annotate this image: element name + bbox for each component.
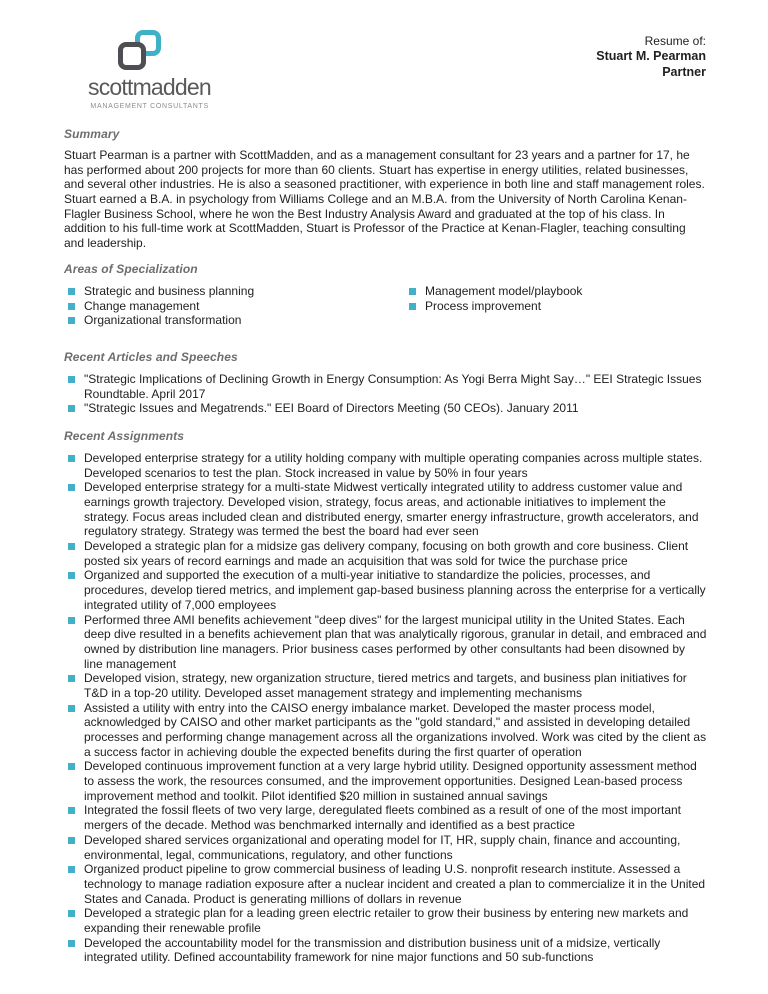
logo-tagline: MANAGEMENT CONSULTANTS — [90, 103, 209, 110]
list-item-text: Strategic and business planning — [84, 283, 255, 298]
bullet-square-icon — [68, 910, 75, 917]
bullet-square-icon — [68, 543, 75, 550]
list-item — [64, 372, 707, 401]
bullet-square-icon — [68, 317, 75, 324]
logo-gray-square-icon — [118, 42, 146, 70]
list-item-text: Developed continuous improvement function at a very large hybrid utility. Designed opportunity assessment method to assess the work, the resources consumed, and the improvement opportunities. Designed Lean-based process improvement method and toolkit. Pilot identified $20 million in sustained annual savings — [84, 759, 697, 803]
list-item — [64, 568, 707, 612]
bullet-square-icon — [68, 376, 75, 383]
scottmadden-logo — [88, 30, 211, 110]
bullet-square-icon — [68, 405, 75, 412]
list-item-text: "Strategic Implications of Declining Growth in Energy Consumption: As Yogi Berra Might Say…" EEI Strategic Issues Roundtable. April 2017 — [84, 371, 702, 401]
resume-of-label: Resume of: — [644, 34, 706, 48]
bullet-square-icon — [68, 837, 75, 844]
bullet-square-icon — [68, 303, 75, 310]
list-item-text: Integrated the fossil fleets of two very large, deregulated fleets combined as a result of one of the most important mergers of the decade. Method was benchmarked internally and identified as a best practice — [84, 803, 681, 833]
bullet-square-icon — [409, 288, 416, 295]
specialization-columns — [64, 284, 707, 328]
articles-list — [64, 372, 707, 416]
list-item — [64, 480, 707, 539]
bullet-square-icon — [68, 940, 75, 947]
bullet-square-icon — [68, 288, 75, 295]
bullet-square-icon — [68, 705, 75, 712]
summary-heading: Summary — [64, 127, 120, 141]
list-item-text: Developed a strategic plan for a leading green electric retailer to grow their business by entering new markets and expanding their renewable profile — [84, 906, 689, 935]
page-content — [0, 127, 768, 965]
logo-brand-text: scottmadden — [88, 74, 211, 100]
list-item — [64, 936, 707, 965]
page-header — [0, 0, 768, 110]
bullet-square-icon — [409, 303, 416, 310]
list-item — [405, 284, 707, 299]
list-item-text: Organized and supported the execution of a multi-year initiative to standardize the policies, processes, and procedures, develop tiered metrics, and implement gap-based business planning across the enterprise for a vertically integrated utility of 7,000 employees — [84, 568, 706, 612]
scottmadden-logo-icon — [118, 30, 178, 74]
list-item — [64, 906, 707, 935]
list-item — [64, 401, 707, 416]
list-item-text: Change management — [84, 298, 200, 313]
resume-of-block — [596, 30, 706, 80]
list-item-text: Developed enterprise strategy for a multi-state Midwest vertically integrated utility to address customer value and earnings growth trajectory. Developed vision, strategy, focus areas, and actionable initiatives to implement the strategy. Focus areas included clean and distributed energy, smarter energy infrastructure, growth accelerators, and regulatory strategy. Strategy was termed the best the board had ever seen — [84, 480, 699, 539]
person-name: Stuart M. Pearman — [596, 49, 706, 63]
bullet-square-icon — [68, 866, 75, 873]
list-item-text: Developed shared services organizational and operating model for IT, HR, supply chain, finance and accounting, environmental, legal, communications, regulatory, and other functions — [84, 832, 681, 862]
bullet-square-icon — [68, 617, 75, 624]
list-item — [64, 759, 707, 803]
assignments-heading: Recent Assignments — [64, 428, 185, 443]
list-item — [405, 299, 707, 314]
list-item-text: Process improvement — [425, 298, 542, 313]
list-item — [64, 313, 405, 328]
assignments-list — [64, 451, 707, 965]
list-item-text: Management model/playbook — [425, 283, 583, 298]
bullet-square-icon — [68, 763, 75, 770]
list-item-text: Assisted a utility with entry into the CAISO energy imbalance market. Developed the master process model, acknowledged by CAISO and other market participants as the "gold standard," and assisted in developing detailed processes and performing change management across all the organizations involved. Work was cited by the client as a success factor in achieving double the expected benefits during the first quarter of operation — [84, 700, 707, 759]
list-item — [64, 451, 707, 480]
summary-paragraph: Stuart Pearman is a partner with ScottMadden, and as a management consultant for 23 years and a partner for 17, he has performed about 200 projects for more than 60 clients. Stuart has expertise in energy utilities, related businesses, and several other industries. He is also a seasoned practitioner, with experience in both line and staff management roles. Stuart earned a B.A. in psychology from Williams College and an M.B.A. from the University of North Carolina Kenan-Flagler Business School, where he won the Best Industry Analysis Award and graduated at the top of his class. In addition to his full-time work at ScottMadden, Stuart is Professor of the Practice at Kenan-Flagler, teaching consulting and leadership. — [64, 148, 705, 251]
specialization-right-list — [405, 284, 707, 328]
list-item-text: Organized product pipeline to grow commercial business of leading U.S. nonprofit research institute. Assessed a technology to manage radiation exposure after a nuclear incident and created a plan to commercialize it in the United States and Canada. Product is generating millions of dollars in revenue — [84, 862, 706, 906]
bullet-square-icon — [68, 572, 75, 579]
bullet-square-icon — [68, 675, 75, 682]
list-item-text: Performed three AMI benefits achievement "deep dives" for the largest municipal utility in the United States. Each deep dive resulted in a benefits achievement plan that was analytically rigorous, granular in detail, and embraced and owned by distribution line managers. Prior business cases performed by other consultants had been disowned by line management — [84, 612, 707, 671]
specialization-left-list — [64, 284, 405, 328]
list-item — [64, 833, 707, 862]
list-item — [64, 613, 707, 672]
bullet-square-icon — [68, 455, 75, 462]
list-item-text: Developed a strategic plan for a midsize gas delivery company, focusing on both growth and core business. Client posted six years of record earnings and made an acquisition that was sold for twice the purchase price — [84, 539, 689, 568]
bullet-square-icon — [68, 807, 75, 814]
person-title: Partner — [662, 64, 706, 79]
list-item — [64, 299, 405, 314]
specialization-heading: Areas of Specialization — [64, 261, 198, 276]
list-item-text: Developed the accountability model for the transmission and distribution business unit of a midsize, vertically integrated utility. Defined accountability framework for nine major functions and 50 sub-functions — [84, 935, 661, 965]
list-item — [64, 671, 707, 700]
articles-heading: Recent Articles and Speeches — [64, 349, 238, 364]
list-item — [64, 284, 405, 299]
list-item — [64, 803, 707, 832]
list-item-text: Developed vision, strategy, new organization structure, tiered metrics and targets, and business plan initiatives for T&D in a top-20 utility. Developed asset management strategy and implementing mechanisms — [84, 671, 687, 700]
list-item — [64, 862, 707, 906]
list-item — [64, 539, 707, 568]
list-item-text: Organizational transformation — [84, 313, 242, 328]
list-item-text: Developed enterprise strategy for a utility holding company with multiple operating companies across multiple states. Developed scenarios to test the plan. Stock increased in value by 50% in four years — [84, 450, 703, 480]
bullet-square-icon — [68, 484, 75, 491]
list-item-text: "Strategic Issues and Megatrends." EEI Board of Directors Meeting (50 CEOs). January 2011 — [84, 401, 579, 416]
list-item — [64, 701, 707, 760]
